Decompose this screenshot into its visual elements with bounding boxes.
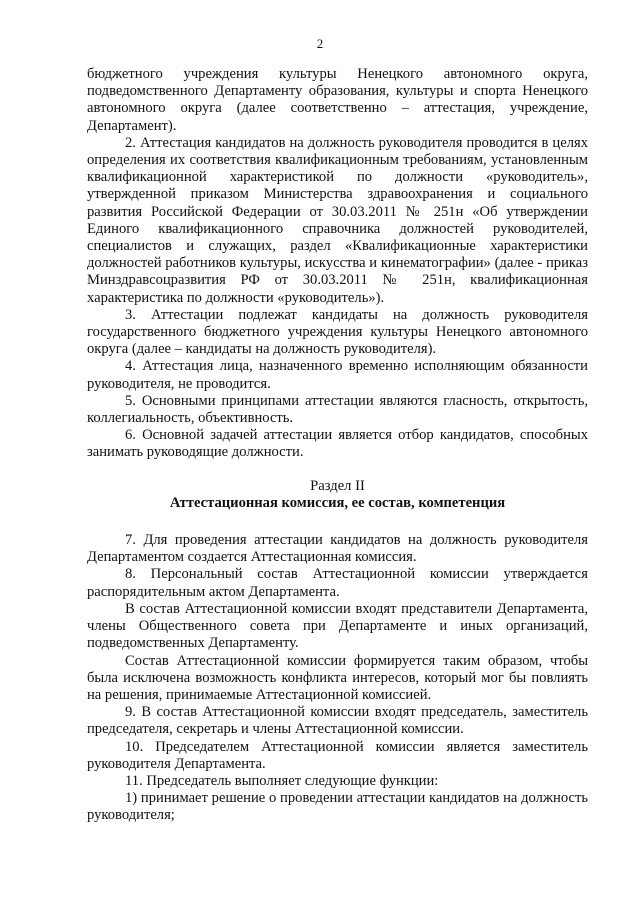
paragraph-11: 11. Председатель выполняет следующие функции: bbox=[125, 772, 439, 789]
paragraph-8-conflict: Состав Аттестационной комиссии формируется таким образом, чтобы была исключена возможность конфликта интересов, который мог бы повлиять на решения, принимаемые Аттестационной комиссией. bbox=[87, 652, 588, 703]
section-label: Раздел II bbox=[310, 477, 365, 494]
paragraph-7: 7. Для проведения аттестации кандидатов на должность руководителя Департаментом создается Аттестационная комиссия. bbox=[87, 532, 588, 566]
page-number: 2 bbox=[316, 36, 324, 51]
paragraph-10: 10. Председателем Аттестационной комиссии является заместитель руководителя Департамента. bbox=[87, 738, 588, 772]
paragraph-5: 5. Основными принципами аттестации являются гласность, открытость, коллегиальность, объективность. bbox=[87, 392, 588, 427]
paragraph-8-members: В состав Аттестационной комиссии входят представители Департамента, члены Общественного совета при Департаменте и иных организаций, подведомственных Департаменту. bbox=[87, 600, 588, 652]
paragraph-11-item-1: 1) принимает решение о проведении аттестации кандидатов на должность руководителя; bbox=[87, 790, 588, 824]
paragraph-2: 2. Аттестация кандидатов на должность руководителя проводится в целях определения их соответствия квалификационным требованиям, установленным квалификационной характеристикой по должности «руководитель», утвержденной приказом Министерства здравоохранения и социального развития Российской Федерации от 30.03.2011 № 251н «Об утверждении Единого квалификационного справочника должностей руководителей, специалистов и служащих, раздел «Квалификационные характеристики должностей работников культуры, искусства и кинематографии» (далее - приказ Минздравсоцразвития РФ от 30.03.2011 № 251н, квалификационная характеристика по должности «руководитель»). bbox=[87, 134, 588, 306]
document-body bbox=[87, 66, 588, 825]
paragraph-8: 8. Персональный состав Аттестационной комиссии утверждается распорядительным актом Департамента. bbox=[87, 566, 588, 600]
paragraph-3: 3. Аттестации подлежат кандидаты на должность руководителя государственного бюджетного учреждения культуры Ненецкого автономного округа (далее – кандидаты на должность руководителя). bbox=[87, 306, 588, 358]
paragraph-9: 9. В состав Аттестационной комиссии входят председатель, заместитель председателя, секретарь и члены Аттестационной комиссии. bbox=[87, 704, 588, 738]
paragraph-4: 4. Аттестация лица, назначенного временно исполняющим обязанности руководителя, не проводится. bbox=[87, 358, 588, 392]
paragraph-6: 6. Основной задачей аттестации является отбор кандидатов, способных занимать руководящие должности. bbox=[87, 427, 588, 461]
section-title: Аттестационная комиссия, ее состав, компетенция bbox=[169, 494, 506, 511]
paragraph-continuation: бюджетного учреждения культуры Ненецкого автономного округа, подведомственного Департаменту образования, культуры и спорта Ненецкого автономного округа (далее соответственно – аттестация, учреждение, Департамент). bbox=[87, 66, 588, 134]
